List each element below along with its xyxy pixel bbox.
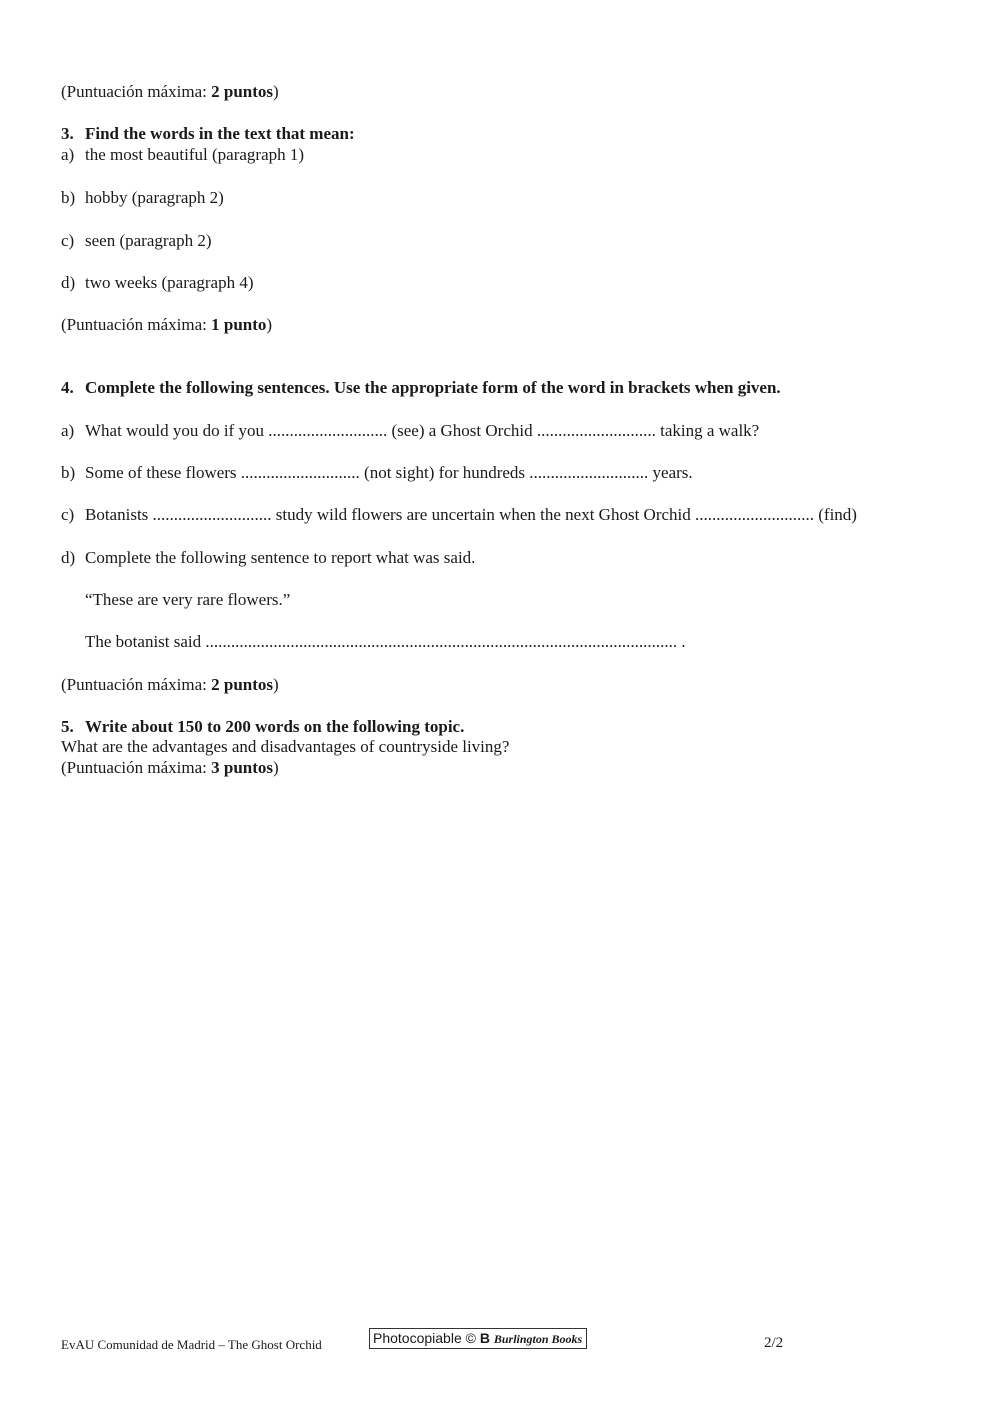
score-line-top: (Puntuación máxima: 2 puntos) [61,82,279,101]
q3-item: c) seen (paragraph 2) [61,231,212,250]
q4-title: Complete the following sentences. Use the appropriate form of the word in brackets when given. [85,378,781,397]
q3-heading: 3. Find the words in the text that mean: [61,124,355,143]
q4-quote: “These are very rare flowers.” [85,590,291,609]
q3-item: d) two weeks (paragraph 4) [61,273,254,292]
q4-item: d) Complete the following sentence to report what was said. [61,548,476,567]
q3-item: b) hobby (paragraph 2) [61,188,224,207]
q5-prompt: What are the advantages and disadvantages of countryside living? [61,737,510,756]
q5-score: (Puntuación máxima: 3 puntos) [61,758,279,777]
q3-title: Find the words in the text that mean: [85,124,355,143]
page-number: 2/2 [764,1335,784,1351]
score-value: 2 puntos [211,82,274,101]
q3-item: a) the most beautiful (paragraph 1) [61,145,305,164]
q5-title: Write about 150 to 200 words on the following topic. [85,717,465,736]
q5-heading: 5. Write about 150 to 200 words on the following topic. [61,717,465,736]
q4-heading: 4. Complete the following sentences. Use the appropriate form of the word in brackets when given. [61,378,781,397]
q4-score: (Puntuación máxima: 2 puntos) [61,675,279,694]
burlington-logo-icon: B [479,1330,490,1346]
q3-score: (Puntuación máxima: 1 punto) [61,315,273,334]
q4-item: a) What would you do if you ............................ (see) a Ghost Orchid ............................ taking a walk? [61,421,760,440]
publisher-name: Burlington Books [493,1332,583,1346]
footer-source: EvAU Comunidad de Madrid – The Ghost Orchid [61,1337,322,1352]
photocopiable-stamp: Photocopiable © B Burlington Books [369,1328,587,1349]
q4-item: b) Some of these flowers ............................ (not sight) for hundreds ............................ years. [61,463,693,482]
q4-report-line: The botanist said ............................................................................................................... . [85,632,686,651]
q4-item: c) Botanists ............................ study wild flowers are uncertain when the next Ghost Orchid ............................ (find) [61,505,857,524]
